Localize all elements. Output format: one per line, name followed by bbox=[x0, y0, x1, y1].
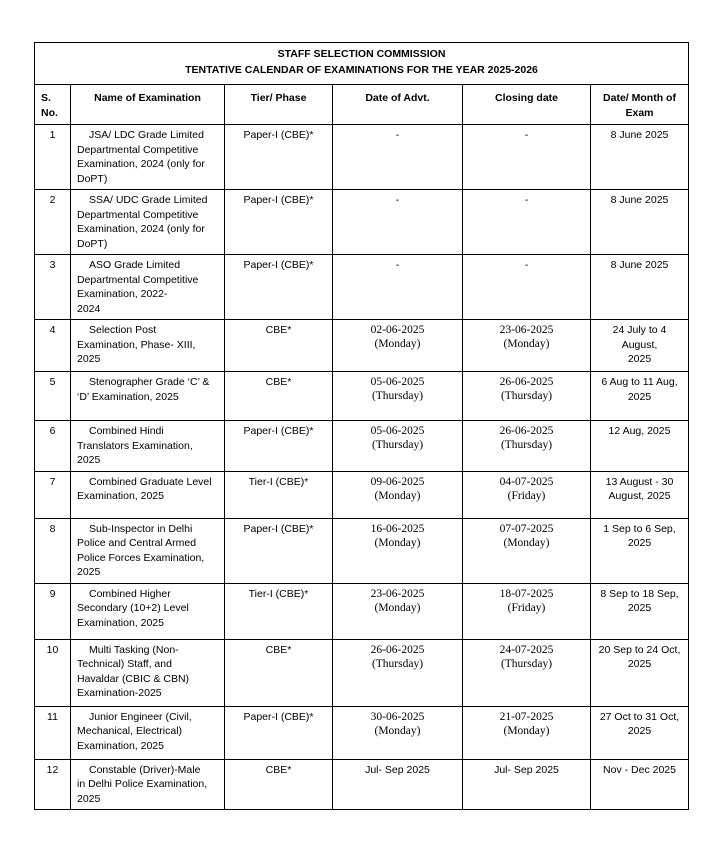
col-header-sno-line2: No. bbox=[41, 106, 58, 119]
exam-name-line: Selection Post bbox=[89, 324, 157, 336]
cell-sno: 12 bbox=[35, 759, 71, 810]
cell-tier: Tier-I (CBE)* bbox=[225, 583, 333, 639]
cell-sno: 4 bbox=[35, 320, 71, 372]
cell-sno: 10 bbox=[35, 639, 71, 706]
exam-name-line: Departmental Competitive bbox=[77, 208, 199, 221]
exam-name-line: Departmental Competitive bbox=[77, 273, 199, 286]
advt-date: 05-06-2025 bbox=[370, 425, 425, 437]
table-row bbox=[35, 421, 689, 472]
cell-closing-date bbox=[463, 583, 591, 639]
cell-closing-date bbox=[463, 190, 591, 255]
cell-closing-date bbox=[463, 421, 591, 472]
exam-name-line: Translators Examination, bbox=[77, 439, 193, 452]
exam-month-line: 2025 bbox=[627, 725, 652, 737]
exam-name-line: Examination, 2024 (only for bbox=[77, 158, 205, 170]
advt-date: 23-06-2025 bbox=[370, 587, 425, 600]
advt-day: (Monday) bbox=[374, 724, 421, 737]
cell-advt-date bbox=[333, 320, 463, 372]
cell-sno: 9 bbox=[35, 583, 71, 639]
exam-month-line: 20 Sep to 24 Oct, bbox=[598, 643, 681, 656]
exam-name-line: Stenographer Grade ‘C’ & bbox=[89, 376, 210, 388]
cell-tier: Tier-I (CBE)* bbox=[225, 471, 333, 518]
closing-date: Jul- Sep 2025 bbox=[494, 763, 559, 776]
table-row bbox=[35, 759, 689, 810]
exam-name-line: Junior Engineer (Civil, bbox=[89, 710, 192, 723]
table-row bbox=[35, 190, 689, 255]
advt-day: (Monday) bbox=[374, 601, 421, 614]
col-header-name: Name of Examination bbox=[71, 85, 225, 125]
closing-day: (Monday) bbox=[503, 536, 550, 549]
exam-name-line: 2025 bbox=[77, 792, 101, 805]
cell-sno: 1 bbox=[35, 125, 71, 190]
cell-exam-name bbox=[71, 518, 225, 583]
cell-exam-name bbox=[71, 255, 225, 320]
exam-name-line: Examination, 2025 bbox=[77, 616, 164, 629]
table-row bbox=[35, 320, 689, 372]
cell-exam-name bbox=[71, 372, 225, 421]
cell-advt-date bbox=[333, 759, 463, 810]
cell-advt-date bbox=[333, 255, 463, 320]
table-row bbox=[35, 255, 689, 320]
cell-exam-name bbox=[71, 471, 225, 518]
advt-date: 30-06-2025 bbox=[370, 710, 425, 723]
closing-date: 26-06-2025 bbox=[499, 425, 554, 437]
advt-date: 09-06-2025 bbox=[370, 475, 425, 488]
cell-tier: Paper-I (CBE)* bbox=[225, 518, 333, 583]
cell-tier: Paper-I (CBE)* bbox=[225, 125, 333, 190]
exam-month-line: 2025 bbox=[627, 353, 652, 365]
closing-date: - bbox=[524, 259, 529, 271]
cell-exam-name bbox=[71, 759, 225, 810]
col-header-sno bbox=[35, 85, 71, 125]
cell-closing-date bbox=[463, 372, 591, 421]
closing-day: (Thursday) bbox=[500, 390, 553, 402]
col-header-tier: Tier/ Phase bbox=[225, 85, 333, 125]
advt-date: Jul- Sep 2025 bbox=[365, 763, 430, 776]
cell-sno: 5 bbox=[35, 372, 71, 421]
closing-day: (Monday) bbox=[503, 724, 550, 737]
cell-sno: 8 bbox=[35, 518, 71, 583]
advt-day: (Thursday) bbox=[371, 439, 424, 451]
advt-date: - bbox=[395, 194, 400, 206]
cell-exam-month bbox=[591, 125, 689, 190]
column-header-row bbox=[35, 85, 689, 125]
exam-month-line: 12 Aug, 2025 bbox=[608, 425, 671, 437]
cell-closing-date bbox=[463, 518, 591, 583]
cell-exam-month bbox=[591, 372, 689, 421]
cell-tier: Paper-I (CBE)* bbox=[225, 190, 333, 255]
advt-day: (Thursday) bbox=[371, 390, 424, 402]
cell-advt-date bbox=[333, 125, 463, 190]
exam-month-line: 8 Sep to 18 Sep, 2025 bbox=[600, 587, 679, 614]
exam-name-line: ASO Grade Limited bbox=[89, 259, 181, 271]
advt-date: 02-06-2025 bbox=[370, 324, 425, 336]
exam-month-line: 1 Sep to 6 Sep, 2025 bbox=[603, 522, 676, 549]
table-row bbox=[35, 583, 689, 639]
cell-sno: 11 bbox=[35, 706, 71, 759]
cell-advt-date bbox=[333, 421, 463, 472]
exam-name-line: ‘D’ Examination, 2025 bbox=[77, 390, 179, 403]
cell-closing-date bbox=[463, 125, 591, 190]
exam-name-line: Examination, 2025 bbox=[77, 739, 164, 752]
cell-sno: 2 bbox=[35, 190, 71, 255]
cell-exam-name bbox=[71, 639, 225, 706]
col-header-sno-line1: S. bbox=[41, 92, 51, 104]
cell-advt-date bbox=[333, 518, 463, 583]
cell-exam-month bbox=[591, 759, 689, 810]
exam-name-line: Secondary (10+2) Level bbox=[77, 602, 189, 614]
document-title bbox=[35, 43, 689, 85]
closing-date: 24-07-2025 bbox=[499, 643, 554, 656]
closing-day: (Friday) bbox=[507, 489, 546, 502]
col-header-closing: Closing date bbox=[463, 85, 591, 125]
exam-name-line: Combined Graduate Level bbox=[89, 475, 212, 488]
exam-name-line: 2025 bbox=[77, 566, 101, 578]
closing-date: 07-07-2025 bbox=[499, 522, 554, 535]
advt-day: (Monday) bbox=[374, 489, 421, 502]
closing-date: - bbox=[524, 129, 529, 141]
closing-date: 21-07-2025 bbox=[499, 710, 554, 723]
cell-exam-name bbox=[71, 125, 225, 190]
advt-date: 16-06-2025 bbox=[370, 522, 425, 535]
table-body bbox=[35, 125, 689, 810]
cell-sno: 3 bbox=[35, 255, 71, 320]
cell-exam-month bbox=[591, 583, 689, 639]
cell-advt-date bbox=[333, 583, 463, 639]
closing-date: 23-06-2025 bbox=[499, 324, 554, 336]
cell-exam-name bbox=[71, 190, 225, 255]
closing-day: (Friday) bbox=[507, 601, 546, 614]
cell-exam-month bbox=[591, 190, 689, 255]
exam-name-line: Constable (Driver)-Male bbox=[89, 763, 201, 776]
exam-name-line: Sub-Inspector in Delhi bbox=[89, 522, 193, 535]
table-row bbox=[35, 125, 689, 190]
cell-advt-date bbox=[333, 706, 463, 759]
cell-advt-date bbox=[333, 471, 463, 518]
cell-advt-date bbox=[333, 372, 463, 421]
advt-date: 05-06-2025 bbox=[370, 376, 425, 388]
exam-calendar-document bbox=[34, 42, 688, 810]
cell-exam-month bbox=[591, 320, 689, 372]
cell-sno: 6 bbox=[35, 421, 71, 472]
closing-date: 18-07-2025 bbox=[499, 587, 554, 600]
col-header-advt: Date of Advt. bbox=[333, 85, 463, 125]
cell-closing-date bbox=[463, 639, 591, 706]
cell-tier: CBE* bbox=[225, 372, 333, 421]
exam-name-line: Combined Hindi bbox=[89, 425, 164, 437]
cell-exam-month bbox=[591, 255, 689, 320]
closing-day: (Thursday) bbox=[500, 657, 553, 670]
exam-name-line: Havaldar (CBIC & CBN) bbox=[77, 672, 190, 685]
cell-exam-name bbox=[71, 320, 225, 372]
cell-closing-date bbox=[463, 471, 591, 518]
advt-date: - bbox=[395, 129, 400, 141]
cell-advt-date bbox=[333, 639, 463, 706]
exam-name-line: Mechanical, Electrical) bbox=[77, 725, 183, 737]
advt-date: 26-06-2025 bbox=[370, 643, 425, 656]
cell-exam-month bbox=[591, 421, 689, 472]
closing-date: 04-07-2025 bbox=[499, 475, 554, 488]
cell-exam-month bbox=[591, 639, 689, 706]
exam-name-line: Multi Tasking (Non- bbox=[89, 643, 179, 656]
cell-exam-name bbox=[71, 583, 225, 639]
exam-name-line: Police Forces Examination, bbox=[77, 551, 205, 564]
closing-date: - bbox=[524, 194, 529, 206]
exam-name-line: Examination, Phase- XIII, bbox=[77, 338, 196, 351]
exam-name-line: Examination, 2022- bbox=[77, 288, 168, 300]
cell-exam-month bbox=[591, 471, 689, 518]
title-row bbox=[35, 43, 689, 85]
col-header-exam: Date/ Month of Exam bbox=[591, 85, 689, 125]
closing-date: 26-06-2025 bbox=[499, 376, 554, 388]
exam-name-line: Examination, 2024 (only for bbox=[77, 223, 205, 235]
cell-exam-name bbox=[71, 706, 225, 759]
exam-name-line: Departmental Competitive bbox=[77, 143, 199, 156]
table-row bbox=[35, 372, 689, 421]
exam-name-line: Police and Central Armed bbox=[77, 537, 197, 549]
advt-day: (Monday) bbox=[374, 536, 421, 549]
cell-advt-date bbox=[333, 190, 463, 255]
exam-month-line: 8 June 2025 bbox=[610, 259, 669, 271]
cell-tier: Paper-I (CBE)* bbox=[225, 421, 333, 472]
cell-tier: CBE* bbox=[225, 639, 333, 706]
cell-exam-month bbox=[591, 706, 689, 759]
calendar-subtitle: TENTATIVE CALENDAR OF EXAMINATIONS FOR THE YEAR 2025-2026 bbox=[185, 64, 538, 76]
org-title: STAFF SELECTION COMMISSION bbox=[277, 48, 446, 60]
table-row bbox=[35, 706, 689, 759]
exam-month-line: 8 June 2025 bbox=[610, 194, 669, 206]
cell-exam-name bbox=[71, 421, 225, 472]
cell-closing-date bbox=[463, 706, 591, 759]
advt-day: (Thursday) bbox=[371, 657, 424, 670]
exam-name-line: Examination-2025 bbox=[77, 687, 162, 699]
exam-name-line: SSA/ UDC Grade Limited bbox=[89, 194, 208, 206]
table-row bbox=[35, 639, 689, 706]
exam-name-line: in Delhi Police Examination, bbox=[77, 778, 208, 790]
cell-closing-date bbox=[463, 759, 591, 810]
advt-date: - bbox=[395, 259, 400, 271]
closing-day: (Thursday) bbox=[500, 439, 553, 451]
cell-tier: CBE* bbox=[225, 320, 333, 372]
exam-name-line: 2025 bbox=[77, 454, 101, 466]
table-row bbox=[35, 471, 689, 518]
exam-month-line: 27 Oct to 31 Oct, bbox=[599, 710, 680, 723]
cell-tier: Paper-I (CBE)* bbox=[225, 255, 333, 320]
exam-name-line: Combined Higher bbox=[89, 587, 171, 600]
exam-name-line: JSA/ LDC Grade Limited bbox=[89, 129, 204, 141]
exam-month-line: 24 July to 4 August, bbox=[612, 324, 667, 351]
advt-day: (Monday) bbox=[374, 338, 421, 350]
cell-tier: Paper-I (CBE)* bbox=[225, 706, 333, 759]
exam-calendar-table bbox=[34, 42, 689, 810]
cell-sno: 7 bbox=[35, 471, 71, 518]
exam-month-line: 8 June 2025 bbox=[610, 129, 669, 141]
exam-name-line: 2024 bbox=[77, 302, 101, 315]
closing-day: (Monday) bbox=[503, 338, 550, 350]
exam-name-line: Technical) Staff, and bbox=[77, 658, 172, 670]
exam-month-line: 13 August - 30 bbox=[605, 475, 674, 488]
table-row bbox=[35, 518, 689, 583]
cell-exam-month bbox=[591, 518, 689, 583]
exam-name-line: DoPT) bbox=[77, 172, 108, 185]
exam-name-line: DoPT) bbox=[77, 237, 108, 250]
exam-month-line: 6 Aug to 11 Aug, 2025 bbox=[601, 376, 678, 403]
exam-month-line: 2025 bbox=[627, 658, 652, 670]
exam-month-line: August, 2025 bbox=[608, 490, 671, 502]
exam-month-line: Nov - Dec 2025 bbox=[603, 763, 676, 776]
cell-closing-date bbox=[463, 255, 591, 320]
cell-tier: CBE* bbox=[225, 759, 333, 810]
exam-name-line: 2025 bbox=[77, 353, 101, 365]
exam-name-line: Examination, 2025 bbox=[77, 490, 164, 502]
cell-closing-date bbox=[463, 320, 591, 372]
